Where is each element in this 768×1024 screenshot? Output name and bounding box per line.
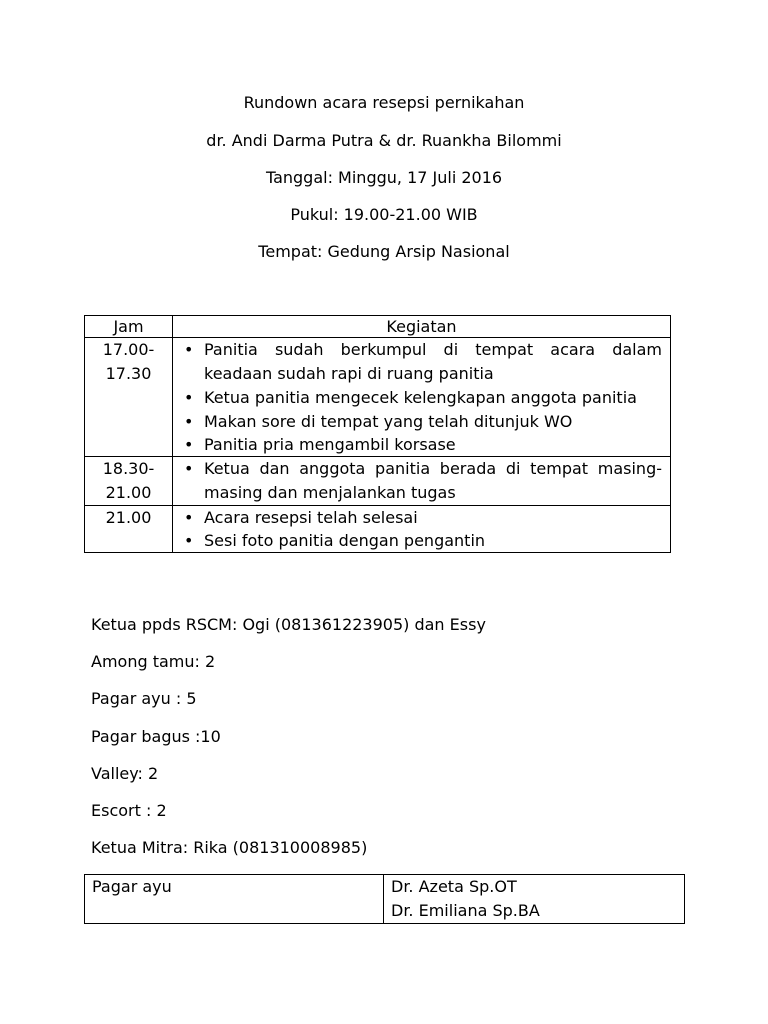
event-time: Pukul: 19.00-21.00 WIB <box>290 205 478 224</box>
table-row <box>85 875 685 924</box>
time-cell <box>85 506 173 553</box>
activity-list <box>181 338 662 456</box>
list-item: Dr. Azeta Sp.OT <box>391 877 517 896</box>
pagar-ayu-line: Pagar ayu : 5 <box>91 689 197 708</box>
time-value: 21.00 <box>105 508 152 527</box>
table-row <box>85 338 671 457</box>
list-item: Dr. Emiliana Sp.BA <box>391 901 540 920</box>
couple-names: dr. Andi Darma Putra & dr. Ruankha Bilommi <box>206 131 562 150</box>
list-item: • Acara resepsi telah selesai <box>181 506 662 529</box>
time-value: 17.00-17.30 <box>102 340 155 383</box>
column-header-time: Jam <box>85 316 173 338</box>
activity-cell <box>173 457 671 506</box>
escort-line: Escort : 2 <box>91 801 167 820</box>
role-cell: Pagar ayu <box>85 875 384 924</box>
list-item: • Panitia sudah berkumpul di tempat acara dalam keadaan sudah rapi di ruang panitia <box>181 338 662 386</box>
activity-list <box>181 457 662 505</box>
time-cell <box>85 338 173 457</box>
schedule-table <box>84 315 671 553</box>
activity-cell <box>173 506 671 553</box>
among-tamu-line: Among tamu: 2 <box>91 652 216 671</box>
table-row <box>85 457 671 506</box>
table-row <box>85 506 671 553</box>
schedule-header-row <box>85 316 671 338</box>
ketua-mitra-line: Ketua Mitra: Rika (081310008985) <box>91 838 368 857</box>
event-place: Tempat: Gedung Arsip Nasional <box>258 242 510 261</box>
pagar-ayu-table <box>84 874 685 924</box>
list-item: • Ketua dan anggota panitia berada di tempat masing-masing dan menjalankan tugas <box>181 457 662 505</box>
activity-list <box>181 506 662 552</box>
time-cell <box>85 457 173 506</box>
names-cell <box>384 875 685 924</box>
event-date: Tanggal: Minggu, 17 Juli 2016 <box>265 168 503 187</box>
list-item: • Panitia pria mengambil korsase <box>181 433 662 456</box>
time-value: 18.30-21.00 <box>102 459 155 502</box>
pagar-bagus-line: Pagar bagus :10 <box>91 727 221 746</box>
activity-cell <box>173 338 671 457</box>
column-header-activity: Kegiatan <box>173 316 671 338</box>
ketua-ppds-line: Ketua ppds RSCM: Ogi (081361223905) dan Essy <box>91 615 486 634</box>
document-title: Rundown acara resepsi pernikahan <box>243 93 525 112</box>
valley-line: Valley: 2 <box>91 764 159 783</box>
list-item: • Sesi foto panitia dengan pengantin <box>181 529 662 552</box>
list-item: • Makan sore di tempat yang telah ditunjuk WO <box>181 410 662 433</box>
list-item: • Ketua panitia mengecek kelengkapan anggota panitia <box>181 386 662 410</box>
